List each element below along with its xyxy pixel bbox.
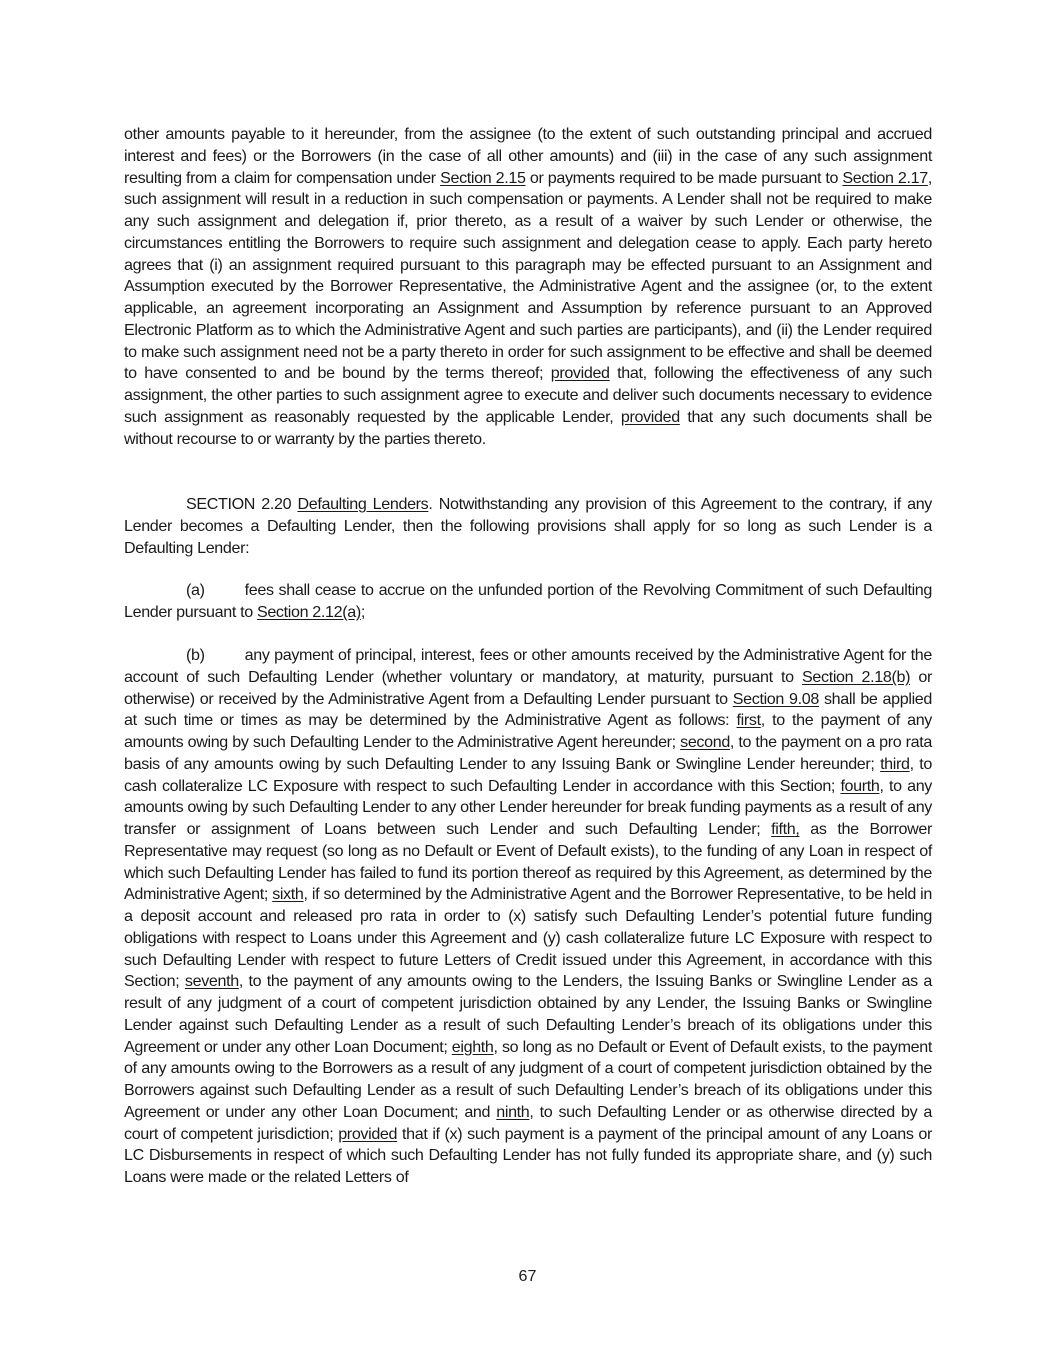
reference-link-text: provided xyxy=(620,407,680,426)
reference-link-text: third xyxy=(880,754,910,773)
reference-link-text: ninth xyxy=(496,1102,530,1121)
body-text: or otherwise) or received by the Administrative Agent from a Defaulting Lender pursuant to xyxy=(124,667,932,708)
body-text: as the Borrower Representative may request (so long as no Default or Event of Default exists), to the funding of any Loan in respect of which such Defaulting Lender has failed to fund its portion thereof as required by this Agreement, as determined by the Administrative Agent; xyxy=(124,820,932,904)
body-text: , such assignment will result in a reduction in such compensation or payments. A Lender shall not be required to make any such assignment and delegation if, prior thereto, as a result of a waiver by such Lender or otherwise, the circumstances entitling the Borrowers to require such assignment and delegation cease to apply. Each party hereto agrees that (i) an assignment required pursuant to this paragraph may be effected pursuant to an Assignment and Assumption executed by the Borrower Representative, the Administrative Agent and the assignee (or, to the extent applicable, an agreement incorporating an Assignment and Assumption by reference pursuant to an Approved Electronic Platform as to which the Administrative Agent and such parties are participants), and (ii) the Lender required to make such assignment need not be a party thereto in order for such assignment to be effective and shall be deemed to have consented to and be bound by the terms thereof; xyxy=(124,168,932,383)
body-text: fees shall cease to accrue on the unfunded portion of the Revolving Commitment of such Defaulting Lender pursuant to xyxy=(124,581,932,621)
reference-link-text: provided xyxy=(550,364,610,383)
reference-link-text: provided xyxy=(338,1124,398,1143)
reference-link-text: Defaulting Lenders xyxy=(297,495,429,513)
body-text: SECTION 2.20 xyxy=(186,495,298,513)
reference-link-text: second xyxy=(680,733,730,751)
reference-link-text: fourth xyxy=(840,776,880,795)
clause-b-paragraph xyxy=(124,645,932,1189)
body-text: that if (x) such payment is a payment of the principal amount of any Loans or LC Disbursements in respect of which such Defaulting Lender has not fully funded its appropriate share, and (y) such Loans were made or the related Letters of xyxy=(124,1124,933,1186)
reference-link-text: Section 2.15 xyxy=(440,168,526,187)
body-text: that, following the effectiveness of any such assignment, the other parties to such assignment agree to execute and deliver such documents necessary to evidence such assignment as reasonably requested by the applicable Lender, xyxy=(124,364,932,426)
clause-b-marker: (b) xyxy=(186,646,205,664)
section-2-20-paragraph xyxy=(124,494,932,559)
body-text: , if so determined by the Administrative Agent and the Borrower Representative, to be held in a deposit account and released pro rata in order to (x) satisfy such Defaulting Lender’s potential future funding obligations with respect to Loans under this Agreement and (y) cash collateralize future LC Exposure with respect to such Defaulting Lender with respect to future Letters of Credit issued under this Agreement, in accordance with this Section; xyxy=(124,885,933,991)
body-text: any payment of principal, interest, fees or other amounts received by the Administrative Agent for the account of such Defaulting Lender (whether voluntary or mandatory, at maturity, pursuant to xyxy=(124,646,932,686)
body-text: other amounts payable to it hereunder, from the assignee (to the extent of such outstanding principal and accrued interest and fees) or the Borrowers (in the case of all other amounts) and (iii) in the case of any such assignment resulting from a claim for compensation under xyxy=(124,125,932,187)
reference-link-text: Section 2.18(b) xyxy=(802,667,911,686)
body-text: , to any amounts owing by such Defaulting Lender to any other Lender hereunder for break funding payments as a result of any transfer or assignment of Loans between such Lender and such Defaulting Lender; xyxy=(124,776,933,838)
page-number: 67 xyxy=(518,1267,537,1285)
body-text: , to the payment of any amounts owing by such Defaulting Lender to the Administrative Agent hereunder; xyxy=(124,711,932,751)
clause-a-paragraph xyxy=(124,580,932,624)
body-text: ; xyxy=(360,602,365,621)
body-text: , to the payment on a pro rata basis of any amounts owing by such Defaulting Lender to any Issuing Bank or Swingline Lender hereunder; xyxy=(124,733,932,773)
body-text: , to such Defaulting Lender or as otherwise directed by a court of competent jurisdiction; xyxy=(124,1102,932,1143)
reference-link-text: eighth xyxy=(451,1037,494,1056)
paragraph-carryover xyxy=(124,124,932,450)
reference-link-text: seventh xyxy=(184,972,239,991)
reference-link-text: Section 2.12(a) xyxy=(256,602,361,621)
body-text: , so long as no Default or Event of Default exists, to the payment of any amounts owing to the Borrowers as a result of any judgment of a court of competent jurisdiction obtained by the Borrowers against such Defaulting Lender as a result of such Defaulting Lender’s breach of its obligations under this Agreement or under any other Loan Document; and xyxy=(124,1037,932,1121)
reference-link-text: Section 9.08 xyxy=(732,689,819,708)
reference-link-text: Section 2.17 xyxy=(842,168,928,187)
reference-link-text: first xyxy=(736,711,761,730)
reference-link-text: sixth xyxy=(272,885,304,904)
body-text: , to cash collateralize LC Exposure with respect to such Defaulting Lender in accordance with this Section; xyxy=(124,754,932,795)
body-text: , to the payment of any amounts owing to the Lenders, the Issuing Banks or Swingline Lender as a result of any judgment of a court of competent jurisdiction obtained by any Lender, the Issuing Banks or Swingline Lender against such Defaulting Lender as a result of such Defaulting Lender’s breach of its obligations under this Agreement or under any other Loan Document; xyxy=(124,972,932,1056)
body-text: . Notwithstanding any provision of this Agreement to the contrary, if any Lender becomes a Defaulting Lender, then the following provisions shall apply for so long as such Lender is a Defaulting Lender: xyxy=(124,495,932,557)
reference-link-text: fifth, xyxy=(771,820,800,838)
body-text: shall be applied at such time or times as may be determined by the Administrative Agent as follows: xyxy=(124,689,932,730)
body-text: that any such documents shall be without recourse to or warranty by the parties thereto. xyxy=(124,407,932,448)
body-text: or payments required to be made pursuant to xyxy=(525,168,843,187)
clause-a-marker: (a) xyxy=(186,581,205,599)
